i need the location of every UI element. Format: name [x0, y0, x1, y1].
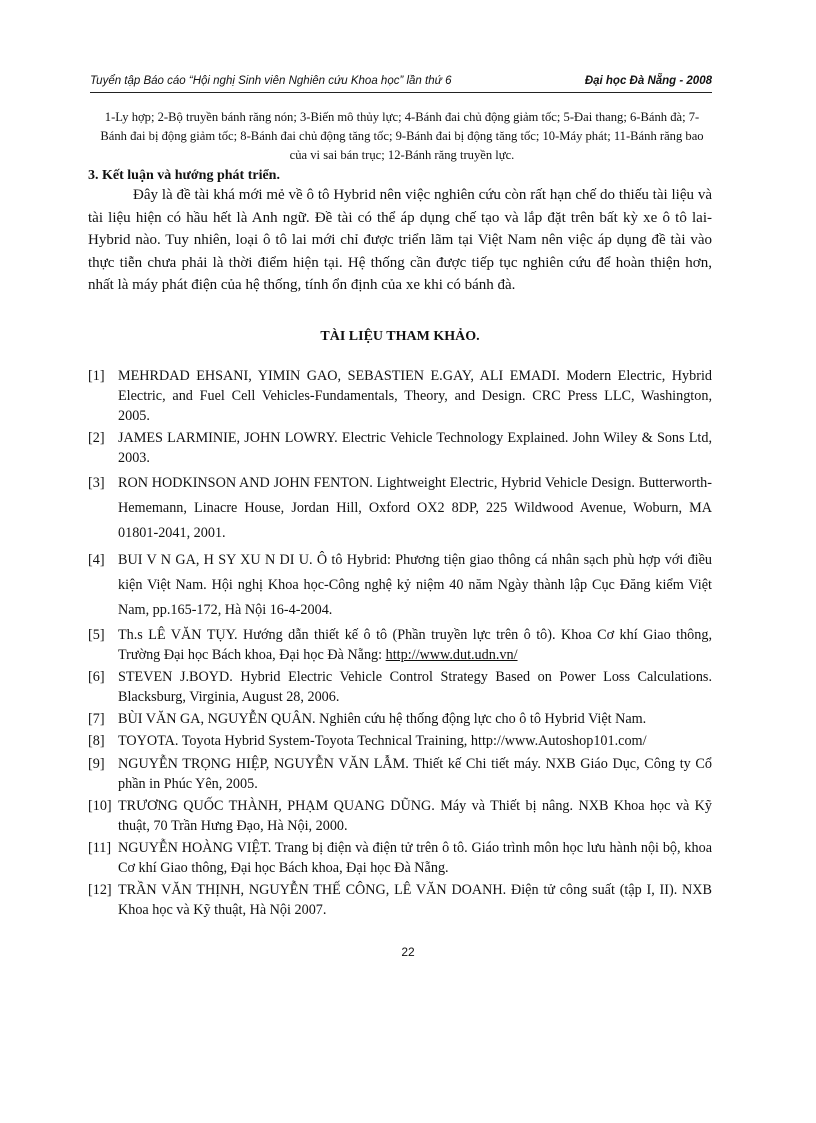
reference-text: NGUYỄN HOÀNG VIỆT. Trang bị điện và điện tử trên ô tô. Giáo trình môn học lưu hành nội bộ, khoa Cơ khí Giao thông, Đại học Bách khoa, Đại học Đà Nẵng. — [118, 839, 712, 876]
reference-item — [88, 548, 712, 623]
reference-text: JAMES LARMINIE, JOHN LOWRY. Electric Vehicle Technology Explained. John Wiley & Sons Ltd, 2003. — [118, 429, 712, 466]
reference-number: [9] — [88, 755, 105, 772]
reference-number: [6] — [88, 669, 105, 686]
reference-number: [5] — [88, 626, 105, 643]
reference-item — [88, 429, 712, 469]
reference-number: [1] — [88, 368, 105, 384]
reference-number: [4] — [88, 552, 105, 569]
reference-number: [3] — [88, 474, 105, 491]
header-conference-title: Tuyển tập Báo cáo “Hội nghị Sinh viên Nghiên cứu Khoa học” lần thứ 6 — [90, 75, 452, 87]
reference-number: [8] — [88, 733, 105, 750]
reference-item — [88, 797, 712, 837]
reference-item — [88, 839, 712, 879]
reference-item — [88, 710, 712, 730]
reference-text: BUI V N GA, H SY XU N DI U. Ô tô Hybrid: Phương tiện giao thông cá nhân sạch phù hợp với điều kiện Việt Nam. Hội nghị Khoa học-Công nghệ kỷ niệm 40 năm Ngày thành lập Cục Đăng kiểm Việt Nam, pp.165-172, Hà Nội 16-4-2004. — [118, 552, 712, 619]
reference-link[interactable]: http://www.dut.udn.vn/ — [385, 646, 518, 663]
conclusion-paragraph: Đây là đề tài khá mới mẻ về ô tô Hybrid nên việc nghiên cứu còn rất hạn chế do thiếu tài liệu và tài liệu hiện có hầu hết là Anh ngữ. Đề tài có thể áp dụng chế tạo và lắp đặt trên bất kỳ xe ô tô lai-Hybrid nào. Tuy nhiên, loại ô tô lai mới chỉ được triển lãm tại Việt Nam nên việc áp dụng đề tài vào thực tiễn chưa phải là thời điểm hiện tại. Hệ thống cần được tiếp tục nghiên cứu để hoàn thiện hơn, nhất là máy phát điện của hệ thống, tính ổn định của xe khi có bánh đà. — [88, 187, 712, 293]
reference-list — [88, 367, 712, 923]
reference-text: TRƯƠNG QUỐC THÀNH, PHẠM QUANG DŨNG. Máy và Thiết bị nâng. NXB Khoa học và Kỹ thuật, 70 Trần Hưng Đạo, Hà Nội, 2000. — [118, 797, 712, 834]
reference-text: NGUYỄN TRỌNG HIỆP, NGUYỄN VĂN LẪM. Thiết kế Chi tiết máy. NXB Giáo Dục, Công ty Cổ phần in Phúc Yên, 2005. — [118, 755, 712, 792]
references-title: TÀI LIỆU THAM KHẢO. — [320, 329, 480, 344]
section-heading: 3. Kết luận và hướng phát triển. — [88, 168, 280, 183]
reference-text: RON HODKINSON AND JOHN FENTON. Lightweight Electric, Hybrid Vehicle Design. Butterworth-Hememann, Linacre House, Jordan Hill, Oxford OX2 8DP, 225 Wildwood Avenue, Woburn, MA 01801-2041, 2001. — [118, 474, 712, 541]
figure-caption: 1-Ly hợp; 2-Bộ truyền bánh răng nón; 3-Biến mô thủy lực; 4-Bánh đai chủ động giảm tốc; 5-Đai thang; 6-Bánh đà; 7-Bánh đai bị động giảm tốc; 8-Bánh đai chủ động tăng tốc; 9-Bánh đai bị động tăng tốc; 10-Máy phát; 11-Bánh răng bao của vi sai bán trục; 12-Bánh răng truyền lực. — [100, 110, 704, 162]
reference-item — [88, 732, 712, 752]
reference-text: STEVEN J.BOYD. Hybrid Electric Vehicle Control Strategy Based on Power Loss Calculations. Blacksburg, Virginia, August 28, 2006. — [118, 669, 712, 705]
reference-text: TOYOTA. Toyota Hybrid System-Toyota Technical Training, http://www.Autoshop101.com/ — [118, 733, 647, 750]
header-university: Đại học Đà Nẵng - 2008 — [584, 75, 712, 87]
page-number: 22 — [401, 945, 415, 959]
reference-number: [11] — [88, 839, 112, 856]
reference-item — [88, 755, 712, 795]
reference-text: Th.s LÊ VĂN TỤY. Hướng dẫn thiết kế ô tô (Phần truyền lực trên ô tô). Khoa Cơ khí Giao thông, Trường Đại học Bách khoa, Đại học Đà Nẵng: — [118, 626, 712, 663]
running-header — [90, 74, 712, 93]
reference-item — [88, 881, 712, 921]
reference-number: [12] — [88, 882, 112, 899]
reference-number: [7] — [88, 711, 105, 728]
reference-item — [88, 367, 712, 426]
reference-item — [88, 471, 712, 546]
reference-item — [88, 668, 712, 708]
reference-item — [88, 626, 712, 666]
reference-number: [10] — [88, 797, 112, 814]
reference-text: MEHRDAD EHSANI, YIMIN GAO, SEBASTIEN E.GAY, ALI EMADI. Modern Electric, Hybrid Electric, and Fuel Cell Vehicles-Fundamentals, Theory, and Design. CRC Press LLC, Washington, 2005. — [118, 368, 712, 424]
reference-text: BÙI VĂN GA, NGUYỄN QUÂN. Nghiên cứu hệ thống động lực cho ô tô Hybrid Việt Nam. — [118, 711, 647, 728]
reference-number: [2] — [88, 429, 105, 446]
reference-text: TRẦN VĂN THỊNH, NGUYỄN THẾ CÔNG, LÊ VĂN DOANH. Điện tử công suất (tập I, II). NXB Khoa học và Kỹ thuật, Hà Nội 2007. — [118, 882, 712, 918]
